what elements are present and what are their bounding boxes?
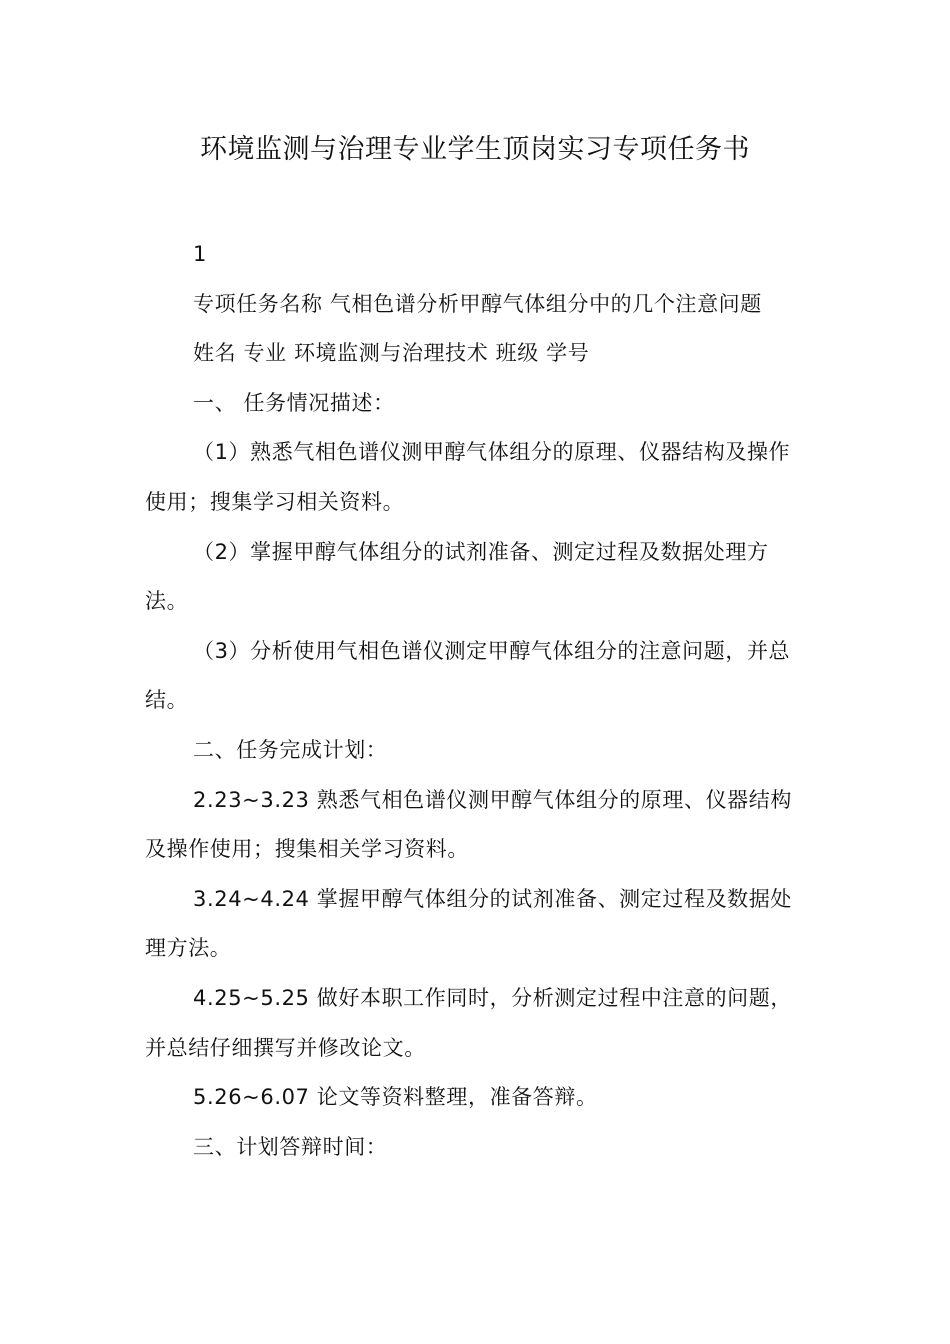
section-heading-2: 二、任务完成计划： (193, 737, 388, 762)
section-heading-1: 一、 任务情况描述： (193, 390, 395, 415)
document-title: 环境监测与治理专业学生顶岗实习专项任务书 (200, 134, 750, 165)
task-item-2: （2）掌握甲醇气体组分的试剂准备、测定过程及数据处理方法。 (145, 539, 769, 614)
task-name-paragraph: 专项任务名称 气相色谱分析甲醇气体组分中的几个注意问题 (193, 291, 762, 316)
page-number-paragraph: 1 (193, 242, 207, 266)
plan-item-1: 2.23~3.23 熟悉气相色谱仪测甲醇气体组分的原理、仪器结构及操作使用；搜集相关学习资料。 (145, 787, 792, 862)
task-item-3: （3）分析使用气相色谱仪测定甲醇气体组分的注意问题，并总结。 (145, 638, 791, 713)
plan-item-4: 5.26~6.07 论文等资料整理，准备答辩。 (193, 1085, 598, 1110)
plan-item-3: 4.25~5.25 做好本职工作同时，分析测定过程中注意的问题，并总结仔细撰写并修改论文。 (145, 985, 792, 1060)
document-body (145, 230, 810, 1172)
student-info-paragraph: 姓名 专业 环境监测与治理技术 班级 学号 (193, 341, 590, 366)
section-heading-3: 三、计划答辩时间： (193, 1134, 388, 1159)
task-item-1: （1）熟悉气相色谱仪测甲醇气体组分的原理、仪器结构及操作使用；搜集学习相关资料。 (145, 440, 791, 514)
plan-item-2: 3.24~4.24 掌握甲醇气体组分的试剂准备、测定过程及数据处理方法。 (145, 886, 792, 961)
